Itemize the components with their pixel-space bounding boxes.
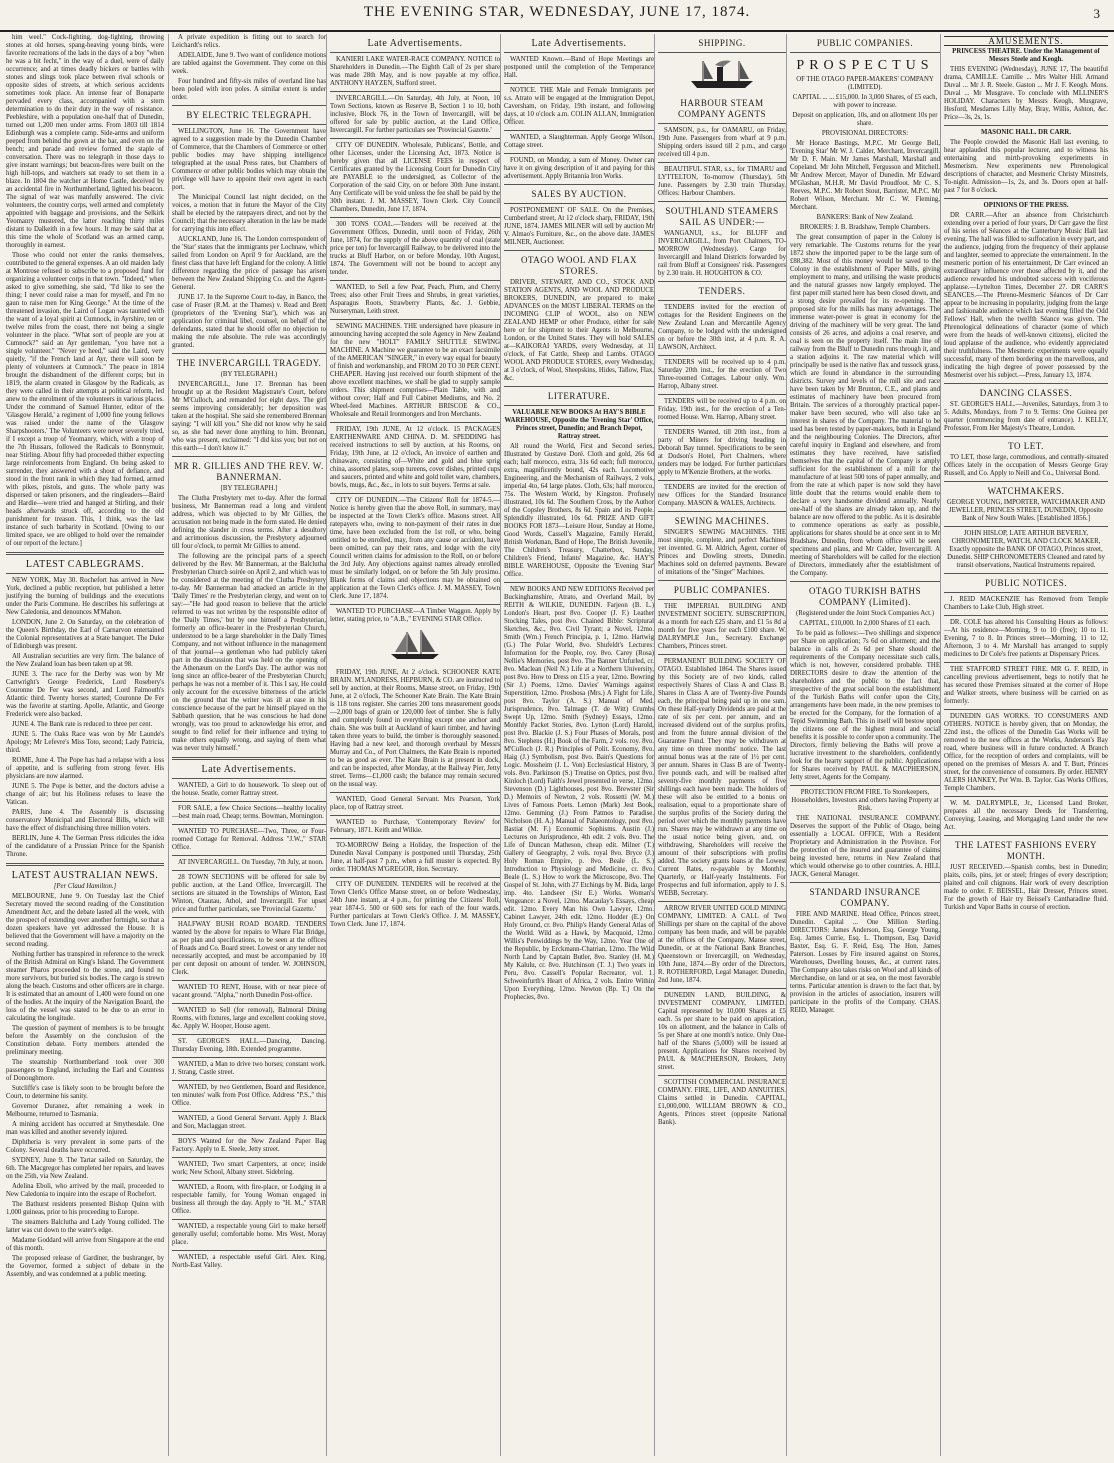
advertisement: CITY OF DUNEDIN.—The Citizens' Roll for 1874-5.—Notice is hereby given that the above Roll, in summary, may be inspected at the Town Clerk's office. Masons street. All ratepayers who, owing to non-payment of their rates in due time, have been excluded from the 1st roll, or who, being entitled to be enrolled, may, from any cause or accident, have been omitted, can pay their rates, and lodge with the city Council written claims for admission to the Roll, on or before the 3rd July. Any objections against names already enrolled must be similarly lodged, on or before the 5th July proximo. Blank forms of claims and objections may be obtained on application at the Town Clerk's office. J. M. MASSEY, Town Clerk. June 17, 1874. xyxy=(330,497,500,600)
column-6 xyxy=(786,34,943,1456)
advertisement: WANTED, a Slaughterman. Apply George Wilson, Cottage street. xyxy=(504,134,654,149)
ad-heading: VALUABLE NEW BOOKS At HAY'S BIBLE WAREHOUSE, Opposite the 'Evening Star' Office, Princes street, Dunedin; and Branch Depot, Rattray street. xyxy=(504,409,654,440)
divider xyxy=(172,1180,326,1181)
divider xyxy=(172,1219,326,1220)
section-heading: AMUSEMENTS. xyxy=(944,36,1108,46)
news-item: The steamers Balclutha and Lady Young collided. The latter was cut down to the water's edge. xyxy=(6,1219,164,1234)
deposit-text: Deposit on application, 10s, and on allotment 10s per share. xyxy=(792,112,938,127)
column-7 xyxy=(940,34,1108,1456)
section-heading: MR R. GILLIES AND THE REV. W. BANNERMAN. xyxy=(174,461,324,482)
advertisement: SEWING MACHINES. THE undersigned have pleasure in announcing having accepted the sole Agency in New Zealand for the new "HOLT" FAMILY SHUTTLE SEWING MACHINE. A Machine we guarantee to be an exact facsimile of the AMERICAN "SINGER," in every way equal for beauty of finish and workmanship, and FROM 20 TO 30 PER CENT. CHEAPER. Having just received our fourth shipment of the above excellent machines, we shall be glad to supply sample orders. This shipment comprises—Plain Table, with and without cover; Half and Full Cabinet Mediums, and No. 2 Wheel-feed Machines. ARTHUR BRISCOE & CO., Wholesale and Retail Ironmongers and Iron Merchants. xyxy=(330,323,500,418)
prospectus-body: The great consumption of paper in the Colony is very remarkable. The Customs returns for the year 1872 show the imported paper to be the large sum of £88,382. Most of this money would be saved to the Colony in the establishment of Paper Mills, giving employment to many, and utilising the waste products and the natural grasses now largely employed. The first paper mill started here has been closed down, and a strong desire prevailed for its re-opening. The proposed site for the mills has many advantages. The immense water-power is great in economy for the driving of the machinery will be very great. The land consists of 26 acres, and adjoins a coal reserve, and coal is seen on the property itself. The main line of railway from the Bluff to Dunedin runs through it, and a station adjoins it. The raw material which will principally be used is the native flax and tussock grass, which are found in abundance in the surrounding districts. Survey and levels of the mill site and race have been taken by Mr Brunton, C.E., and plans and estimates of machinery have been procured from Britain. The services of a thoroughly practical paper-maker have been secured, who will also take an interest in shares of the Company. The material to be used has been tested by paper-makers, both in England and the neighbouring Colonies. The Directors, after careful inquiry in England and elsewhere, and from estimates they have received, have satisfied themselves that the capital of the Company is amply sufficient for the establishment of a mill for the manufacture of at least 500 tons of paper annually, and from the rate at which paper is now sold they have little doubt that the returns would enable them to declare a very handsome dividend annually. Nearly one-half of the shares are already taken up, and the balance are now offered to the public. As it is desirable to commence operations as early as possible, applications for shares should be at once sent in to Mr Bradshaw, Dunedin, from whom office will be seen specimens and plans, and Mr Calder, Invercargill. A meeting of Shareholders will be called for the election of Directors, immediately after the establishment of the Company. xyxy=(790,234,940,577)
divider xyxy=(172,801,326,802)
divider xyxy=(658,580,786,581)
article-text: Four hundred and fifty-six miles of overland line has been poled with iron poles. A similar extent is under order. xyxy=(172,78,326,101)
divider xyxy=(172,1134,326,1135)
advertisement: NOTICE. THE Male and Female Immigrants per s.s. Atrato will be engaged at the Immigration Depot, Caversham, on Friday, 19th instant, and following days, at 10 o'clock a.m. COLIN ALLAN, Immigration Officer. xyxy=(504,87,654,126)
news-list xyxy=(6,893,164,1279)
divider xyxy=(504,250,654,251)
ad-text: TO LET, those large, commodious, and centrally-situated Offices lately in the occupation of Messrs George Gray Russell, and Co. Apply to Neill and Co., Universal Bond. xyxy=(944,454,1108,477)
divider xyxy=(790,882,940,883)
ad-text: To be paid as follows:—Two shillings and sixpence per Share on application; 7s 6d on allotment; and the balance in calls of 2s 6d per Share should the requirements of the Company necessitate such calls, which is not, however, considered probable. THE DIRECTORS desire to draw the attention of the shareholders and the public to the fact that, irrespective of the great social boon the establishment of the Turkish Baths will confer upon the City, arrangements have been made, in the new premises to be erected for the Company, for the formation of a Tepid Swimming Bath. This in itself will bestow upon the citizens one of the highest moral and social benefits it is possible to confer upon a community. The Directors, firmly believing the Baths will prove a lucrative investment to the shareholders, confidently look for the hearty support of the public. Applications for Shares received by PAUL & MACPHERSON, Jetty street, Agents for the Company. xyxy=(790,630,940,781)
advertisement: WANTED, to Sell a few Pear, Peach, Plum, and Cherry Trees; also other Fruit Trees and Shrubs, in great varieties, Asparagus Roots, Strawberry Plants, &c. J. Gebbie, Nurseryman, Leith street. xyxy=(330,284,500,315)
divider xyxy=(790,581,940,582)
divider xyxy=(658,300,786,301)
advertisement: WANTED to Sell (for removal), Balmoral Dining Rooms, with fixtures, large and excellent cooking stove, &c. Apply W. Hooper, House agent. xyxy=(172,1007,326,1030)
cable-list xyxy=(6,577,164,859)
advertisement: HALFWAY BUSH ROAD BOARD. TENDERS wanted by the above for repairs to Whare Flat Bridge, as per plan and specifications, to be seen at the offices of Roads and Co. Board street. Lowest or any tender not necessarily accepted, and must be accompanied by 10 per cent deposit on amount of tender. W. JOHNSON, Clerk. xyxy=(172,921,326,976)
steamship-icon xyxy=(687,57,757,91)
divider xyxy=(504,153,654,154)
ad-text: GEORGE YOUNG, IMPORTER, WATCHMAKER AND JEWELLER, PRINCES STREET, DUNEDIN, Opposite Bank of New South Wales. [Established 1856.] xyxy=(946,499,1106,522)
article-text: INVERCARGILL, June 17. Brennan has been brought up at the Resident Magistrate's Court, before Mr M'Culloch, and remanded for eight days. The girl seems improving considerably; her deposition was taken at the hospital. She said she remembered Brennan saying: "I will kill you." She did not know why he said so, as she had never done anything to him. Brennan, who was present, exclaimed: "I did kiss you; but not on this earth—I don't know it." xyxy=(172,381,326,452)
divider xyxy=(504,405,654,406)
advertisement: DUNEDIN LAND, BUILDING, & INVESTMENT COMPANY, LIMITED. Capital represented by 10,000 Shares at £5 each. 5s per share to be paid on application, 10s on allotment, and the balance in Calls of 5s per Share at one month's notice. Only One-half of the Shares (5,000) will be issued at present. Applications for Shares received by PAUL & MACPHERSON, Brokers, Jetty street. xyxy=(658,992,786,1071)
advertisement: W. M. DALRYMPLE, Jr., Licensed Land Broker, prepares all the necessary Deeds for Transferring, Conveying, Leasing, and Mortgaging Land under the new Act. xyxy=(944,800,1108,831)
news-item: SYDNEY, June 9. The Tartar sailed on Saturday, the 6th. The Macgregor has completed her repairs, and leaves on the 25th, via New Zealand. xyxy=(6,1157,164,1180)
divider xyxy=(172,778,326,779)
divider xyxy=(504,130,654,131)
divider xyxy=(330,52,500,53)
divider xyxy=(172,1157,326,1158)
section-heading: SOUTHLAND STEAMERS SAIL AS UNDER:— xyxy=(665,206,779,227)
advertisement: FOUND, on Monday, a sum of Money. Owner can have it on giving description of it and paying for this advertisement. Apply Britannia Iron Works. xyxy=(504,157,654,180)
article-text: AUCKLAND, June 16. The London correspondent of the 'Star' states that the immigrants per Lochnaw, which sailed from London on April 9 for Auckland, are the finest class that have left England for the colony. A little difference regarding the price of passage has arisen between the New Zealand Shipping Co. and the Agent-General. xyxy=(172,236,326,291)
ship-icon xyxy=(385,628,445,662)
section-subheading: (BY TELEGRAPH.) xyxy=(220,371,278,378)
advertisement: KANIERI LAKE WATER-RACE COMPANY. NOTICE to Shareholders in Dunedin.—The Eighth Call of 2s per share was made 28th May, and is now payable at my office. ANTHONY HAYZEN, Stafford street. xyxy=(330,56,500,87)
advertisement: WANTED, Two smart Carpenters, at once; inside work; New School, Albany street. Sidebring. xyxy=(172,1161,326,1176)
divider xyxy=(172,124,326,125)
section-heading: DANCING CLASSES. xyxy=(979,388,1073,398)
prospectus-subtitle: OF THE OTAGO PAPER-MAKERS' COMPANY (LIMITED). xyxy=(796,76,934,91)
section-heading: OTAGO WOOL AND FLAX STORES. xyxy=(520,255,638,276)
column-4 xyxy=(500,34,657,1456)
divider xyxy=(330,604,500,605)
ad-text: ST. GEORGE'S HALL.—Juveniles, Saturdays, from 3 to 5. Adults, Mondays, from 7 to 9. Terms: One Guinea per quarter (commencing from date of entrance). J. KELLY, Professor, From Her Majesty's Theatre, London. xyxy=(944,401,1108,432)
section-heading: SALES BY AUCTION. xyxy=(531,189,627,199)
section-heading: OTAGO TURKISH BATHS COMPANY (Limited). xyxy=(808,586,922,607)
divider xyxy=(172,855,326,856)
divider xyxy=(330,217,500,218)
divider xyxy=(944,436,1108,437)
article-text: ADELAIDE, June 9. Two want of confidence motions are tabled against the Government. They come on this week. xyxy=(172,52,326,75)
advertisement: 28 TOWN SECTIONS will be offered for sale by public auction, at the Land Office, Invercargill. The sections are situated in the Townships of Winton, East Winton, Otautau, Athol, and Invercargill. For upset price and further particulars, see 'Provincial Gazette.' xyxy=(172,874,326,913)
advertisement: WANTED TO RENT, House, with or near piece of vacant ground. "Alpha," north Dunedin Post-office. xyxy=(172,984,326,999)
divider xyxy=(172,456,326,457)
divider xyxy=(658,654,786,655)
section-subheading: [BY TELEGRAPH.] xyxy=(220,485,278,492)
section-heading: SHIPPING. xyxy=(698,38,746,48)
divider xyxy=(172,1003,326,1004)
divider xyxy=(944,125,1108,126)
ad-text: FIRE AND MARINE. Head Office, Princes street, Dunedin. Capital ... One Million Sterling. DIRECTORS: James Anderson, Esq. George Young, Esq. James Currie, Esq. L. Thompson, Esq. David Baxter, Esq. G. F. Reid, Esq. The Hon. James Paterson. Losses by Fire insured against on Stores, Warehouses, Dwelling houses, &c., at current rates. The Company also takes risks on Wool and all kinds of Merchandise, on land or at sea, on the most favorable terms. Particular attention is drawn to the fact that, by provision in the articles of association, insurers will participate in the profits of the Company. CHAS. REID, Manager. xyxy=(790,911,940,1014)
section-heading: HARBOUR STEAM COMPANY AGENTS xyxy=(677,98,767,119)
news-item: PARIS, June 4. The Assembly is discussing conservatory Municipal and Electoral Bills, which will have the effect of disfranchising three million voters. xyxy=(6,809,164,832)
directors-list: Mr Horace Bastings, M.P.C. Mr George Bell, 'Evening Star' Mr W. J. Calder, Merchant, Invercargill. Mr D. F. Main. Mr James Marshall, Marshall and Copeland. Mr John Mitchell, Fergusson and Mitchell. Mr Andrew Mercer, Mayor of Dunedin. Mr Edward M'Glashan, M.H.R. Mr David Proudfoot. Mr C. S. Reeves, M.P.C. Mr Robert Stout, Barrister, M.P.C. Mr Robert Wilson, Merchant. Mr C. W. Fleming, Merchant. xyxy=(790,140,940,211)
advertisement: PERMANENT BUILDING SOCIETY OF OTAGO. Established 1864. The Shares issued by this Society are of two kinds, called respectively Shares of Class A and Class B. Shares in Class A are of Twenty-five Pounds each, the principal being paid up in one sum. On these Half-yearly Dividends are paid at the rate of six per cent. per annum, and an increased dividend out of the surplus profits, and from the future annual division of the Guarantee Fund. They may be withdrawn at any time on three months' notice. The last annual bonus was at the rate of 1½ per cent. per annum. Shares in Class B are of Twenty-five pounds each, and will be realised after seventy-five monthly payments of five shillings each have been made. The holders of these will also be entitled to a bonus on realisation, equal to a proportionate share of the surplus profits of the Society during the period over which the monthly payments have run. Shares may be withdrawn at any time on the usual notice being given, and, on withdrawing, Shareholders will receive the amount of their subscriptions with profits added. The society grants loans at the Lowest Current Rates, re-payable by Monthly, Quarterly, or Half-yearly Instalments. For Prospectus and full information, apply to J. S. WEBB, Secretary. xyxy=(658,658,786,897)
advertisement: DUNEDIN GAS WORKS. TO CONSUMERS AND OTHERS. NOTICE is hereby given, that on Monday, the 22nd inst., the offices of the Dunedin Gas Works will be removed to the new offices at the Works, Anderson's Bay road, where business will in future conducted. A Branch Office, for the reception of orders and complaints, will be opened on the premises of Messrs A. and T. Burt, Princes street, for the convenience of consumers. By order. HENRY ALERS HANKEY, Per Wm. B. Taylor. Gas Works Offices, Temple Chambers. xyxy=(944,713,1108,792)
divider xyxy=(172,1057,326,1058)
section-heading: THE INVERCARGILL TRAGEDY. xyxy=(176,358,322,368)
divider xyxy=(6,552,164,555)
advertisement: WANTED to Purchase, 'Contemporary Review' for February, 1871. Keith and Wilkie. xyxy=(330,819,500,834)
section-heading: Late Advertisements. xyxy=(201,764,297,775)
advertisement: FOR SALE, a few Choice Sections—healthy locality—best main road, Cheap; terms. Bowman, Mornington. xyxy=(172,805,326,820)
column-2 xyxy=(168,34,329,1456)
ad-text: DR CARR.—After an absence from Christchurch extending over a period of four years, Dr Carr gave the first of his series of Séances at the Canterbury Music Hall last evening. The hall was filled to suffocation in every part, and the audience, judging from the frequency of their applause and laughter, seemed to appreciate the entertainment. In the mesmeric portion of his entertainment, Dr Carr evinced an extraordinary influence over those affected by it, and the audience rewarded his undoubted success with vociferous applause.—Lyttelton Times, December 27. DR CARR'S SÉANCES.—The Phreno-Mesmeric Séances of Dr Carr appear to be increasing in popularity, judging from the large and fashionable audience which last evening filled the Odd Fellows' Hall, when the twelfth Séance was given. The Phrenological delineations of character (some of which were from the heads of well-known citizens), elicited the loud applause of the audience, who evidently appreciated their truthfulness. The Mesmeric experiments were equally successful, many of them bordering on the marvellous, and indicating the high degree of power possessed by the Mesmerist over his subject.—Press, January 13, 1874. xyxy=(944,212,1108,379)
ad-list xyxy=(172,782,326,1270)
divider xyxy=(6,573,164,574)
ad-list xyxy=(504,207,654,247)
advertisement: CITY OF DUNEDIN. TENDERS will be received at the Town Clerk's Office Manse street, on or before Wednesday, 24th June instant, at 4 p.m., for printing the Citizens' Roll, year 1874-5. 500 or 600 sets for each of the four wards. Further particulars at Town Clerk's Office. J. M. MASSEY, Town Clerk. June 17, 1874. xyxy=(330,881,500,928)
columns xyxy=(6,34,1108,1456)
section-heading: Late Advertisements. xyxy=(531,38,627,49)
advertisement: THE IMPERIAL BUILDING AND INVESTMENT SOCIETY. SUBSCRIPTION, 4s a month for each £25 share, and £1 5s 8d a month for five years for each £100 share. W. DALRYMPLE Jun., Secretary. Exchange Chambers, Princes street. xyxy=(658,603,786,650)
news-item: Madame Goddard will arrive from Singapore at the end of this month. xyxy=(6,1237,164,1252)
ad-text: All round the World, First and Second series, Illustrated by Gustave Doré. Cloth and gold, 26s 6d each; half morocco, extra, 31s 6d each; full morocco, extra, magnificently bound, 42s each. Locomotive Engineering, and the Mechanism of Railways, 2 vols, imperial 4to, 64 large plates. Cloth, 63s; half morocco, 75s. The Western World, by Kingston. Profusely illustrated, 10s 6d. The Southern Cross, by the Author of the Copsley Brothers, 8s 6d. Spain and its People. Splendidly illustrated, 10s 6d. PRIZE AND GIFT BOOKS FOR 1873—Leisure Hour, Sunday at Home, Good Words, Cassell's Magazine, Family Herald, British Workman, Band of Hope, The British Juvenile, The Children's Treasury, Chatterbox, Sunday, Children's Friend, Infants' Magazine, &c. HAY'S BIBLE WAREHOUSE, Opposite the 'Evening Star' Office. xyxy=(504,443,654,578)
divider xyxy=(658,511,786,512)
ad-list xyxy=(330,796,500,929)
news-item: NEW YORK, May 30. Rochefort has arrived in New York, declined a public reception, but published a letter justifying the burning of buildings and the executions under the Paris Commune. He describes his sufferings at New Caledonia, and denounces M'Mahon. xyxy=(6,577,164,616)
advertisement: WANTED, by two Gentlemen, Board and Residence, ten minutes' walk from Post Office. Address "P.S.," this Office. xyxy=(172,1084,326,1107)
column-5 xyxy=(654,34,789,1456)
news-item: The steamship Northumberland took over 300 passengers to England, including the Earl and Countess of Donoughmore. xyxy=(6,1059,164,1082)
divider xyxy=(330,493,500,494)
section-heading: STANDARD INSURANCE COMPANY. xyxy=(809,887,921,908)
advertisement: J. REID MACKENZIE has Removed from Temple Chambers to Lake Club, High street. xyxy=(944,596,1108,611)
divider xyxy=(504,184,654,185)
capital-text: CAPITAL, £10,000. In 2,000 Shares of £1 each. xyxy=(799,620,931,627)
divider xyxy=(658,901,786,902)
section-heading: Late Advertisements. xyxy=(367,38,463,49)
divider xyxy=(172,757,326,760)
advertisement: TENDERS invited for the erection of cottages for the Resident Engineers on the New Zealand Loan and Mercantile Agency Company, to be lodged with the undersigned on or before the 30th inst, at 4 p.m. R. A. LAWSON, Architect. xyxy=(658,304,786,351)
ad-text: FRIDAY, 19th JUNE, At 2 o'clock. SCHOONER KATE BRAIN. M'LANDRESS, HEPBURN, & CO. are instructed to sell by auction, at their Rooms, Manse street, on Friday, 19th June, at 2 o'clock, The Schooner Kate Brain. The Kate Brain is 118 tons register. She carries 200 tons measurement goods—2,000 bags of grain or 120,000 feet of timber. She is fully and completely found in everything except one anchor and chain. She was built at Auckland of kauri timber, and having taken three years to build, the timber is thoroughly seasoned. Having had a new keel, and thorough overhaul by Messrs Murray and Co., of Port Chalmers, the Kate Brain is reported to be as good as ever. The Kate Brain is at present in dock, and can be inspected, after Monday, at the Railway Pier, Jetty street. Terms—£1,000 cash; the balance may remain secured on the usual way. xyxy=(330,669,500,788)
section-heading: LATEST CABLEGRAMS. xyxy=(25,559,145,570)
divider xyxy=(658,394,786,395)
divider xyxy=(330,280,500,281)
divider xyxy=(658,599,786,600)
divider xyxy=(330,319,500,320)
divider xyxy=(658,281,786,282)
ad-text: JUST RECEIVED.—Spanish combs, best in Dunedin; plaits, coils, pins, jet or steel; fringes of every description; plaited and coil chignons. Hair work of every description made to order. F. BEISSEL, Hair Dresser, Princes street. For the growth of Hair try Beissel's Cantharadine fluid. Turkish and Vapor Baths in course of erection. xyxy=(944,864,1108,911)
column-3 xyxy=(326,34,503,1456)
divider xyxy=(944,709,1108,710)
advertisement: WANTED, Good General Servant. Mrs Pearson, York place, top of Rattray street. xyxy=(330,796,500,811)
article-text: him weel." Cock-fighting, dog-fighting, throwing stones at old horses, spang-heaving young birds, were favorite recreations of the lads in the days of a boy "when he was a bit fecht," in the way of a duel, were of daily occurrence; and at times deadly bickers or battles with stones and slings took place between rival schools or opposite sides of streets, at which serious accidents sometimes took place. An intense fear of Bonaparte pervaded every class, accompanied with a stern determination to do their duty in the way of resistance. Peebleshire, with a population one-half that of Dunedin, turned out 1,200 men under arms. From 1803 till 1814 Edinburgh was a complete camp. Side-arms and uniform peeped from behind the gown at the bar, and even on the bench; and parade and review formed the staple of conversation. There was no telegraph in those days to give instant warnings; but beacon-fires were built on the high hill-tops, and watchers sat ready to set them in a blaze. In 1804 the watcher at Home Castle, deceived by an accidental fire in Northumberland, lighted his beacon. The signal of war was manfully answered. The civic volunteers, the country corps, well armed and completely appointed with baggage and provisions, and the Selkirk Yeomanry mustered, the latter reaching thirty miles distant to Dalkeith in a few hours. It may be said that at this time the whole of Scotland was an armed camp, thoroughly in earnest. xyxy=(6,34,164,249)
divider xyxy=(944,835,1108,836)
section-heading: PUBLIC COMPANIES. xyxy=(816,38,914,48)
advertisement: TENDERS will be received up to 4 p.m. on Friday, 19th inst., for the erection of a Ten-roomed House. Wm. Harrop, Albany street. xyxy=(658,398,786,421)
advertisement: INVERCARGILL.—On Saturday, 4th July, at Noon, 10 Town Sections, known as Reserve B, Section 1 to 10, both inclusive, Block 76, in the Town of Invercargill, will be offered for sale by public auction, at the Land Office, Invercargill. For further particulars see 'Provincial Gazette.' xyxy=(330,95,500,134)
article-text: WELLINGTON, June 16. The Government have agreed to a suggestion made by the Dunedin Chamber of Commerce, that the Chambers of Commerce or other public bodies may have shipping intelligence telegraphed at the usual Press rates, but Chambers of Commerce or other public bodies which may obtain the privilege will have to appoint their own agent in each port. xyxy=(172,128,326,191)
divider xyxy=(172,105,326,106)
section-heading: PUBLIC COMPANIES. xyxy=(673,585,771,595)
divider xyxy=(944,481,1108,482)
news-item: BERLIN, June 4. The German Press ridicules the idea of the candidature of a Prussian Prince for the Spanish Throne. xyxy=(6,835,164,858)
divider xyxy=(790,785,940,786)
news-item: JUNE 3. The race for the Derby was won by Mr Cartwright's George Frederick, Lord Rosebery's Couronne De Fer was second, and Lord Falmouth's Atlantic third. Twenty horses started; Couronne De Fer was the favorite at starting. Apolle, Atlantic, and George Frederick were also backed. xyxy=(6,671,164,718)
news-item: MELBOURNE, June 9. On Tuesday last the Chief Secretary moved the second reading of the Constitution Amendment Act, and the debate lasted all the week, with the prospect of extending over another fortnight, so that a dozen speakers have yet addressed the House. It is believed that the Government will have a majority on the second reading. xyxy=(6,893,164,948)
section-heading: TENDERS. xyxy=(698,286,746,296)
advertisement: SCOTTISH COMMERCIAL INSURANCE COMPANY. FIRE, LIFE, AND ANNUITIES. Claims settled in Dunedin. CAPITAL, £1,000,000. WILLIAM BROWN & CO., Agents, Princes street (opposite National Bank). xyxy=(658,1079,786,1126)
news-item: JUNE 5. The Oaks Race was won by Mr Launde's Apology; Mr Lefevre's Miss Toto, second; Lady Patricia, third. xyxy=(6,731,164,754)
ad-heading: OPINIONS OF THE PRESS. xyxy=(983,202,1069,209)
news-item: Sutcliffe's case is likely soon to be brought before the Court, to determine his sanity. xyxy=(6,1085,164,1100)
ad-text: JOHN HISLOP, LATE ARTHUR BEVERLY, CHRONOMETER, WATCH, AND CLOCK MAKER, Exactly opposite the BANK OF OTAGO, Princes street, Dunedin. SHIP CHRONOMETERS Cleaned and rated by transit observations, Nautical Instruments repaired. xyxy=(947,530,1105,569)
divider xyxy=(330,138,500,139)
advertisement: ARROW RIVER UNITED GOLD MINING COMPANY, LIMITED. A CALL of Two Shillings per share on the capital of the above company has been made, and will be payable at the offices of the Company, Manse street, Dunedin, or at the National Bank Branches, Queenstown or Invercargill, on Wednesday, 10th June, 1874.—By order of the Directors, R. ROTHERFORD, Legal Manager. Dunedin, 2nd June, 1874. xyxy=(658,905,786,984)
advertisement: FRIDAY, 19th JUNE, At 12 o'clock. 15 PACKAGES EARTHENWARE AND CHINA. D. M. SPEDDING has received instructions to sell by auction, at his Rooms, on Friday, 19th June, at 12 o'clock, An invoice of earthen and chinaware, consisting of—White and gold and blue sprig china, assorted plates, soup tureens, cover dishes, printed cups and saucers, printed and white and gold toilet ware, chambers, bowls, mugs, &c., &c., in lots to suit buyers. Terms at sale. xyxy=(330,426,500,489)
ad-text: DRIVER, STEWART, AND CO., STOCK AND STATION AGENTS, AND WOOL AND PRODUCE BROKERS, DUNEDIN, are prepared to make ADVANCES on the MOST LIBERAL TERMS on the INCOMING CLIP of WOOL, also on NEW ZEALAND HEMP or other Produce, either for sale here or for shipment to their Agents in Melbourne, London, or the United States. They will hold SALES at—KAIKORAI YARDS, every Wednesday, at 11 o'clock, of Fat Cattle, Sheep and Lambs. OTAGO WOOL AND PRODUCE STORES, every Wednesday, at 3 o'clock, of Wool, Sheepskins, Hides, Tallow, Flax, &c. xyxy=(504,279,654,382)
ad-heading: PROTECTION FROM FIRE. To Storekeepers, Householders, Investors and others having Property at Risk. xyxy=(791,789,939,812)
divider xyxy=(658,425,786,426)
divider xyxy=(658,480,786,481)
ad-heading: PRINCESS THEATRE. Under the Management of Messrs Steele and Keogh. xyxy=(952,48,1100,63)
ad-list xyxy=(504,56,654,181)
divider xyxy=(330,838,500,839)
section-heading: THE LATEST FASHIONS EVERY MONTH. xyxy=(955,840,1097,861)
divider xyxy=(172,870,326,871)
article-text: JUNE 17. In the Supreme Court to-day, in Banco, the case of Fraser (R.M. at the Thames) v. Read and Brett (proprietors of the 'Evening Star'), which was an application for criminal libel, counsel, on behalf of the defendants, stated that he should offer no objection to making the rule absolute. The rule was accordingly granted. xyxy=(172,294,326,349)
steamer-illustration xyxy=(658,57,786,94)
advertisement: BOYS Wanted for the New Zealand Paper Bag Factory. Apply to E. Steele, Jetty street. xyxy=(172,1138,326,1153)
divider xyxy=(330,792,500,793)
divider xyxy=(658,123,786,124)
article-text: The Clutha Presbytery met to-day. After the formal business, Mr Bannerman read a long and virulent address, which was objected to by Mr Gillies, the accusation not being made in the form stated. He denied defining the slander in cross terms. After a desultory and acrimonious discussion, the Presbytery adjourned till four o'clock, to permit Mr Gillies to amend. xyxy=(172,495,326,550)
divider xyxy=(944,383,1108,384)
divider xyxy=(172,1080,326,1081)
capital-text: CAPITAL ... ... £15,000. In 3,000 Shares, of £5 each, with power to increase. xyxy=(792,94,938,109)
section-heading: LITERATURE. xyxy=(547,391,611,401)
ad-list xyxy=(944,596,1108,832)
advertisement: WANTED, a respectable young Girl to make herself generally useful; comfortable home. Mrs West, Moray place. xyxy=(172,1223,326,1246)
advertisement: ST. GEORGE'S HALL.—Dancing, Dancing. Thursday Evening, 18th. Extended programme. xyxy=(172,1038,326,1053)
section-heading: BY ELECTRIC TELEGRAPH. xyxy=(186,110,312,120)
advertisement: TENDERS are invited for the erection of new Offices for the Standard Insurance Company. MASON & WALES, Architects. xyxy=(658,484,786,507)
divider xyxy=(658,162,786,163)
advertisement: WANTED, a Room, with fire-place, or Lodging in a respectable family, for Young Woman engaged in business all through the day. Apply to "H. M.," STAR Office. xyxy=(172,1184,326,1215)
column-1 xyxy=(6,34,167,1456)
divider xyxy=(658,52,786,53)
divider xyxy=(944,592,1108,593)
ad-text: THE NATIONAL INSURANCE COMPANY. Deserves the support of the Public of Otago, being essentially a LOCAL OFFICE, With a Resident Proprietary and Administration in the Province. For the protection of the insured and guarantee of claims being invested here, returns in New Zealand that which would otherwise go to other countries. A. HILL JACK, General Manager. xyxy=(790,815,940,878)
advertisement: WANTED TO PURCHASE—A Timber Waggon. Apply by letter, stating price, to "A.B.," EVENING STAR Office. xyxy=(330,608,500,623)
divider xyxy=(504,83,654,84)
article-text: The following are the principal parts of a speech delivered by the Rev. Mr Bannerman, at the Balclutha Presbyterian Church soirée on April 2, and which was to be considered at the meeting of the Clutha Presbytery to-day. Mr Bannerman had attacked an article in the 'Daily Times' re the Presbyterian clergy, and went on to say:—"He had good reason to believe that the article referred to was not written by the responsible editor of the 'Daily Times,' but by one himself a Presbyterian, formerly an office-bearer in the Presbyterian Church, understood to be a large shareholder in the Daily Times Company, and not without influence in the management of that journal—a gentleman who had publicly taken part in the discussion that was held on the opening of the Athenæum on the Lord's Day. The author was not long since an office-bearer of the Presbyterian Church; perhaps he was not a member of it. This I say, He could only account for the excessive bitterness of the article on the ground that the writer was ill at ease in his conscience because of the part he himself played on the Sabbath question, that he was conscious he had done wrongly, was too proud to acknowledge his error, and sought to find relief for their influence and trying to make others equally wrong, and saying of them what was never truly himself." xyxy=(172,553,326,752)
divider xyxy=(944,526,1108,527)
advertisement: POSTPONEMENT OF SALE. On the Premises, Cumberland street, At 12 o'clock sharp, FRIDAY, 19th JUNE, 1874. JAMES MILNER will sell by auction Mr V. Almao's Furniture, &c., on the above date. JAMES MILNER, Auctioneer. xyxy=(504,207,654,246)
advertisement: WANTED, a respectable useful Girl. Alex. King, North-East Valley. xyxy=(172,1254,326,1269)
divider xyxy=(504,52,654,53)
advertisement: WANTED, a Girl to do housework. To sleep out of the house. Seatle, corner Rattray street. xyxy=(172,782,326,797)
ad-heading: MASONIC HALL. DR CARR. xyxy=(980,129,1072,136)
divider xyxy=(330,91,500,92)
advertisement: SAMSON, p.s., for OAMARU, on Friday, 19th June. Passengers from wharf at 9 p.m. Shipping orders issued till 2 p.m., and cargo received till 4 p.m. xyxy=(658,127,786,158)
masthead xyxy=(0,0,1114,32)
page-number: 3 xyxy=(1093,6,1100,21)
article-text: Those who could not enter the ranks themselves, contributed to the general expenses. A an old maiden lady at Montrose refused to subscribe to a proposed fund for organizing a volunteer corps in that town. "Indeed," when asked to give something, she said, "I'd like to see the thing; I never could raise a man for myself, and I'm no gaun to raise men for King George." At the time of the threatened invasion, the Laird of Logan was taunted with the want of a loyal spirit at Cumnock, in Ayrshire, ten or twelve miles from the coast, there not being a single volunteer in the place. "What sort of people are you at Cumnock?" said an Ayr gentleman, "you have not a single volunteer." "Never ye heed," said the Laird, very quietly, "if the French land at Ayr, there will soon be plenty of volunteers at Cumnock." The peace in 1814 brought the disbandment of the different corps; but in 1819, the alarm created in Glasgow by the Radicals, as they were called in their attempts at political reform, led anew to the enrolment of the volunteers in various places. Under the command of Samuel Hunter, editor of the 'Glasgow Herald,' a regiment of 1,000 fine young fellows was raised under the name of the 'Glasgow Sharpshooters.' The Volunteers were never severely tried, if I except a troop of Yeomanry, which, with a troop of the 7th Hussars, followed the Radicals to Bonnymuir, near Stirling. About fifty had proceeded thither expecting large reinforcements from England. On being asked to surrender, they answered with a shout of defiance, and stood in the front rank in which they had formed, armed with pikes, pistols, and guns. The whole party was dispersed or taken prisoners, and the ringleaders—Baird and Hardie—were tried and hanged at Stirling, and their heads afterwards struck off, according to the old punishment for treason. This, I think, was the last instance of such barbarity in Scotland. [Owing to our limited space, we are obliged to hold over the remainder of our report of the lecture.] xyxy=(6,252,164,547)
divider xyxy=(6,863,164,866)
section-heading: PUBLIC NOTICES. xyxy=(984,578,1067,588)
news-item: Nothing further has transpired in reference to the wreck of the British Admiral on King's Island. The Government steamer Pharos proceeded to the scene, and found no more survivors, but buried six bodies. The cargo is strewn along the beach. Customs and other officers are in charge. It is estimated that an amount of 1,400 were found on one of the bodies. At the inquiry of the Navigation Board, the loss of the vessel was stated to be due to an error in calculating the longitude. xyxy=(6,951,164,1022)
advertisement: AT INVERCARGILL. On Tuesday, 7th July, at noon. xyxy=(178,859,324,866)
section-heading: LATEST AUSTRALIAN NEWS. xyxy=(11,870,159,881)
advertisement: CITY OF DUNEDIN. Wholesale, Publicans', Bottle, and other Licenses, under the Licensing Act, 1873. Notice is hereby given that all LICENSE FEES in respect of Certificates granted by the Licensing Court for Dunedin City are PAYABLE to the undersigned, as Collector of the Corporation of the said City, on or before 30th June instant. Any Certificate will be void unless the fee shall be paid by the 30th instant. J. M. MASSEY, Town Clerk. City Council Chambers, Dunedin, June 17, 1874. xyxy=(330,142,500,213)
advertisement: TENDERS will be received up to 4 p.m. Saturday 20th inst., for the erection of Two Three-roomed Cottages. Labour only. Wm. Harrop, Albany street. xyxy=(658,359,786,390)
divider xyxy=(330,815,500,816)
section-heading: TO LET. xyxy=(1008,441,1044,451)
divider xyxy=(330,877,500,878)
advertisement: TO-MORROW Being a Holiday, the Inspection of the Dunedin Naval Company is postponed until Thursday, 25th June, at half-past 7 p.m., when a full muster is expected. By order. THOMAS M'GREGOR, Hon. Secretary. xyxy=(330,842,500,873)
article-text: A private expedition is fitting out to search for Leichardt's relics. xyxy=(172,34,326,49)
advertisement: WANTED, a Man to drive two horses; constant work. J. Strang, Castle street. xyxy=(172,1061,326,1076)
advertisement: BEAUTIFUL STAR, s.s., for TIMARU and LYTTELTON, To-morrow (Thursday), 5th June. Passengers by 2.30 train Thursday. Offices: Harbour Chambers. xyxy=(658,166,786,197)
ad-text: THIS EVENING (Wednesday), JUNE 17, The beautiful drama, CAMILLE. Camille ... Mrs Walter Hill. Armand Duval ... Mr J. R. Steele. Gaston ... Mr J. F. Keogh. Mons. Duval ... Mr Musgrave. To conclude with MLLINER'S HOLIDAY. Characters by Messrs Keogh, Musgrave, Hesford, Mesdames Lilly May, Bray, Willis, Ashton, &c. Price—3s, 2s, 1s. xyxy=(944,66,1108,121)
divider xyxy=(504,582,654,583)
news-item: The Bathurst residents presented Bishop Quinn with 1,000 guineas, prior to his proceeding to Europe. xyxy=(6,1201,164,1216)
news-item: All Australian securities are very firm. The balance of the New Zealand loan has been taken up at 98. xyxy=(6,653,164,668)
brokers-text: BROKERS: J. B. Bradshaw, Temple Chambers. xyxy=(799,224,931,231)
divider xyxy=(330,422,500,423)
divider xyxy=(658,988,786,989)
divider xyxy=(504,203,654,204)
ad-text: The People crowded the Masonic Hall last evening, to hear applauded this popular lecturer, and to witness his entertaining and mirth-provoking experiments in Mesmerism. New experiments new Phrenological descriptions of character, and Mesmeric Christy Minstrels, To-night. Admission—1s, 2s, and 3s. Doors open at half-past 7 for 8 o'clock. xyxy=(944,139,1108,194)
directors-heading: PROVISIONAL DIRECTORS: xyxy=(821,130,909,137)
advertisement: THE STAFFORD STREET FIRE. MR G. F. REID, in cancelling previous advertisement, begs to notify that he has secured those Premises situated at the corner of Hope and Walker streets, where business will be carried on as formerly. xyxy=(944,666,1108,705)
divider xyxy=(172,824,326,825)
ad-text: WANGANUI, s.s., for BLUFF and INVERCARGILL, from Port Chalmers, TO-MORROW (Wednesday). Cargo for Invercargill and Inland Districts forwarded by rail from Bluff at Consignees' risk. Passengers by 2.30 train. H. HOUGHTON & CO. xyxy=(658,230,786,277)
bankers-text: BANKERS: Bank of New Zealand. xyxy=(816,214,914,221)
section-subheading: [Per Claud Hamilton.] xyxy=(53,883,117,890)
newspaper-title: THE EVENING STAR, WEDNESDAY, JUNE 17, 1874. xyxy=(363,4,751,20)
ad-text: SINGER'S SEWING MACHINES. THE most simple, complete, and perfect Machines yet invented. G. M. Aldrich, Agent, corner of Princes and Dowling streets, Dunedin. Machines sold on deferred payments. Beware of imitations of the "Singer" Machines. xyxy=(658,529,786,576)
advertisement: WANTED, a Good General Servant. Apply J. Black and Son, Maclaggan street. xyxy=(172,1115,326,1130)
divider xyxy=(944,662,1108,663)
news-item: LONDON, June 2. On Saturday, on the celebration of the Queen's Birthday, the Earl of Carnarvon entertained the Colonial representatives at a State banquet. The Duke of Edinburgh was present. xyxy=(6,619,164,650)
advertisement: DR. COLE has altered his Consulting Hours as follows:—At his residence—Morning, 9 to 10 (free); 10 to 11. Evening, 7 to 8. In Princes street—Morning, 11 to 12, Afternoon, 3 to 4. Mr Marshall has arranged to supply medicines to Dr Cole's free patients at Dispensary Prices. xyxy=(944,619,1108,658)
advertisement: 300 TONS COAL.—Tenders will be received at the Government Offices, Dunedin, until noon of Friday, 26th June, 1874, for the supply of the above quantity of coal (state price per ton) for Invercargill Railway, to be delivered into the trucks at Bluff Harbor, on or before Monday, 10th August, 1874. The Government will not be bound to accept any tender. xyxy=(330,221,500,276)
prospectus-title: PROSPECTUS xyxy=(796,58,934,73)
divider xyxy=(172,917,326,918)
divider xyxy=(172,1034,326,1035)
divider xyxy=(658,1075,786,1076)
ad-list xyxy=(658,304,786,508)
news-item: ROME, June 4. The Pope has had a relapse with a loss of appetite, and is suffering from strong fever. His physicians are now alarmed. xyxy=(6,757,164,780)
ad-list xyxy=(658,127,786,198)
divider xyxy=(790,52,940,53)
section-subheading: (Registered under the Joint Stock Companies Act.) xyxy=(796,610,934,617)
divider xyxy=(172,1250,326,1251)
news-item: JUNE 5. The Pope is better, and the doctors advise a change of air; but his Holiness refuses to leave the Vatican. xyxy=(6,783,164,806)
divider xyxy=(658,355,786,356)
section-heading: SEWING MACHINES. xyxy=(674,516,770,526)
ad-list xyxy=(330,56,500,624)
news-item: JUNE 4. The Bank rate is reduced to three per cent. xyxy=(12,721,153,728)
divider xyxy=(944,615,1108,616)
divider xyxy=(944,198,1108,199)
news-item: A mining accident has occurred at Smythesdale. One man was killed and another severely injured. xyxy=(6,1121,164,1136)
news-item: Governor Duranez, after remaining a week in Melbourne, returned to Tasmania. xyxy=(6,1103,164,1118)
ad-list xyxy=(658,603,786,1127)
news-item: The question of payment of members is to be brought before the Assembly on the conclusion of the Constitution debate. Forty members attended the preliminary meeting. xyxy=(6,1025,164,1056)
divider xyxy=(172,353,326,354)
article-text: The Municipal Council last night decided, on the voices, a motion that in future the Mayor of the City shall be elected by the ratepayers direct, and not by the Council; that the necessary alteration in the law be made for carrying this into effect. xyxy=(172,194,326,233)
divider xyxy=(504,386,654,387)
ad-text: NEW BOOKS AND NEW EDITIONS Received per Buckinghamshire, Atrato, and Overland Mail, by REITH & WILKIE, DUNEDIN. Farjeon (B. L.) London's Heart, post 8vo. Cooper (J. F.) Leather Stocking Tales, post 8vo. Chained Bible: Scriptural Sketches, &c., 8vo. Civil Tyrant; a Novel, 12mo. Smith (Wm.) French Principia, p. 1, 12mo. Hartwig (G.) The Polar World, 8vo. Shufeldt's Lectures: Information for the People, roy. 8vo. Carey (Rosa) Nellie's Memories, post 8vo. The Banner Unfurled, cr. 8vo. Maclean (Neil N.) Life at a Northern University, post 8vo. How to Dress on £15 a year, 12mo. Bowring (Sir J.) Poems, 12mo. Davies' Warnings against Superstition, 12mo. Prosbosa (Mrs.) A Fight for Life, post 8vo. Taylor (A. S.) Manual of Med. Jurisprudence, 8vo. Talmage (T. de Witt) Crumbs Swept Up, 12mo. Smith (Sydney) Essays, 12mo. Monthly Packet Stories, 8vo. Lytton (Lord) Harold, post 8vo. Blackie (J. S.) Four Phases of Morals, post 8vo. Stephens (H.) Book of the Farm, 2 vols. roy. 8vo. M'Culloch (J. R.) Principles of Polit. Economy, 8vo. Haig (J.) Symbolism, post 8vo. Bain's Questions for Logic. Mossheim (J. L. Von) Ecclesiastical History, 3 vols. 8vo. Parkinson (S.) Treatise on Optics, post 8vo. Kinloch (Lord) Faith's Jewel presented in verse, 12mo. Stevenson (D.) Lighthouses, post 8vo. Brewster (Sir D.) Memoirs of Newton, 2 vols. Rossetti (W. M.) Lives of Famous Poets. Lemon (Mark) Jest Book, 12mo. Gemming (J.) From Patmos to Paradise. Nicholson (H. A.) Manual of Palaeontology, post 8vo. Bastiat (M. F.) Economic Sophisms. Austin (J.) Lectures on Jurisprudence, 4th edit. 2 vols. 8vo. The Life of Duncan Matheson, cheap edit. Milner (T.) Gallery of Geography, 2 vols. royal 8vo. Bryce (J.) Holy Roman Empire, p. 8vo. Beale (L. S.) Introduction to Physiology and Medicine, cr. 8vo. Beale (L. S.) How to work the Microscope, 8vo. The Gospel of St. John, with 27 Etchings by M. Bida, large imp. 4to. Landseer (Sir E.) Works. Woman's Vengeance: a Novel, 12mo. Macaulay's Essays, cheap edit. 12mo. Every Man his Own Lawyer, 12mo. Cabinet Lawyer, 24th edit. 12mo. Hodder (E.) On Holy Ground, cr. 8vo. Philip's Handy General Atlas of the World. Wild as a Hawk, by Macquoid, 12mo. Willis's Penwiddings by the Way, 12mo. Year One of the Republic, by Erckmann-Chatrian, 12mo. The Wild North Land by Captain Butler, 8vo. Stanley (H. M.) My Kalulu, cr. 8vo. Hutchinson (T. J.) Two years in Peru, 8vo. Cassell's Popular Recreator, vol. 1. Schweinfurth's Heart of Africa, 2 vols. Entire Within Upon Everything, 12mo. Newton (Bp. T.) On the Prophecies, 8vo. xyxy=(504,586,654,1001)
schooner-illustration xyxy=(330,628,500,665)
advertisement: WANTED TO PURCHASE—Two, Three, or Four-roomed Cottage for Removal. Address "J.W.," STAR Office. xyxy=(172,828,326,851)
advertisement: TENDERS Wanted, till 20th inst., from a party of Miners for driving heading in Deborah Bay tunnel. Specifications to be seen at Dodson's Hotel, Port Chalmers, where tenders may be lodged. For further particulars apply to M'Kenzie Brothers, at the works. xyxy=(658,429,786,476)
divider xyxy=(944,796,1108,797)
divider xyxy=(172,980,326,981)
divider xyxy=(172,1111,326,1112)
news-item: The proposed release of Gardiner, the bushranger, by the Governor, formed a subject of debate in the Assembly, and was condemned at a public meeting. xyxy=(6,1255,164,1278)
divider xyxy=(944,573,1108,574)
section-heading: WATCHMAKERS. xyxy=(987,486,1065,496)
news-item: Adelina Eboli, who arrived by the mail, proceeded to New Caledonia to inquire into the escape of Rochefort. xyxy=(6,1183,164,1198)
advertisement: WANTED Known.—Band of Hope Meetings are postponed until the completion of the Temperance Hall. xyxy=(504,56,654,79)
divider xyxy=(658,201,786,202)
news-item: Diphtheria is very prevalent in some parts of the Colony. Several deaths have occurred. xyxy=(6,1139,164,1154)
